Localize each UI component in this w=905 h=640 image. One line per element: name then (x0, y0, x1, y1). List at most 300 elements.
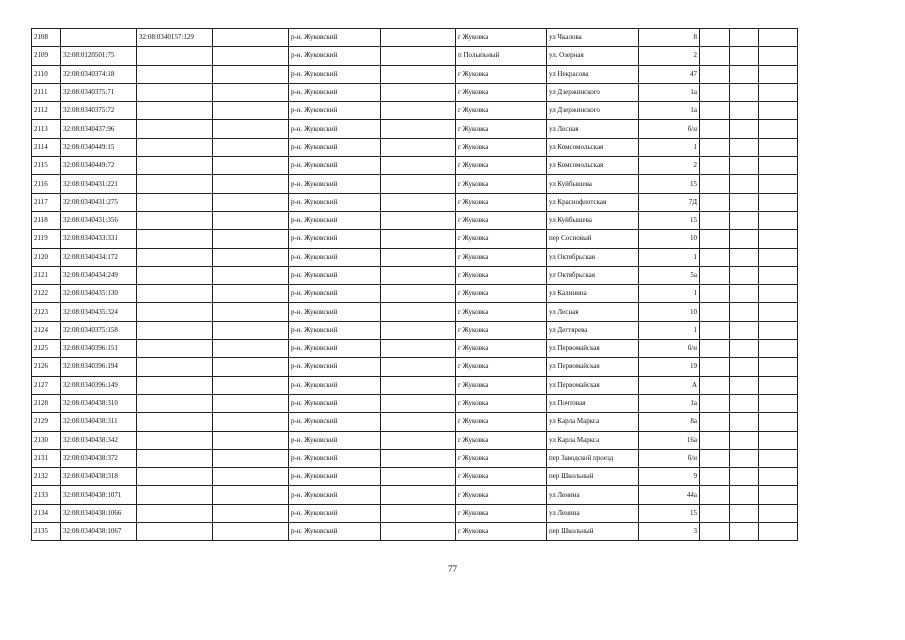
empty-cell (759, 358, 798, 376)
empty-cell (700, 285, 730, 303)
cadastral-number: 32:08:0340438:1067 (61, 523, 137, 541)
district: р-н. Жуковский (289, 175, 381, 193)
district: р-н. Жуковский (289, 321, 381, 339)
cadastral-number-alt (137, 486, 213, 504)
empty-cell (381, 47, 456, 65)
empty-cell (700, 468, 730, 486)
settlement: г Жуковка (456, 303, 547, 321)
empty-cell (700, 394, 730, 412)
row-number: 2133 (32, 486, 61, 504)
street: ул Краснофлотская (547, 193, 639, 211)
cadastral-number-alt (137, 358, 213, 376)
page-number: 77 (448, 564, 457, 574)
cadastral-number: 32:08:0340437:96 (61, 120, 137, 138)
district: р-н. Жуковский (289, 266, 381, 284)
settlement: г Жуковка (456, 340, 547, 358)
empty-cell (213, 486, 289, 504)
empty-cell (700, 120, 730, 138)
street: ул Комсомольская (547, 138, 639, 156)
district: р-н. Жуковский (289, 120, 381, 138)
street: ул Карла Маркса (547, 431, 639, 449)
empty-cell (730, 138, 759, 156)
empty-cell (759, 248, 798, 266)
empty-cell (759, 449, 798, 467)
row-number: 2123 (32, 303, 61, 321)
empty-cell (730, 29, 759, 47)
empty-cell (730, 376, 759, 394)
empty-cell (700, 321, 730, 339)
settlement: г Жуковка (456, 230, 547, 248)
street: ул Лесная (547, 303, 639, 321)
house-number: 9 (639, 468, 700, 486)
empty-cell (213, 394, 289, 412)
cadastral-number-alt (137, 468, 213, 486)
table-row (32, 321, 798, 339)
empty-cell (759, 523, 798, 541)
empty-cell (213, 321, 289, 339)
empty-cell (730, 157, 759, 175)
empty-cell (700, 486, 730, 504)
empty-cell (700, 83, 730, 101)
house-number: 47 (639, 65, 700, 83)
table-row (32, 266, 798, 284)
table-row (32, 248, 798, 266)
empty-cell (381, 175, 456, 193)
table-row (32, 211, 798, 229)
table-row (32, 157, 798, 175)
house-number: 1а (639, 394, 700, 412)
row-number: 2124 (32, 321, 61, 339)
settlement: г Жуковка (456, 486, 547, 504)
empty-cell (759, 83, 798, 101)
table-row (32, 29, 798, 47)
table-row (32, 175, 798, 193)
settlement: п Полыпьный (456, 47, 547, 65)
cadastral-number: 32:08:0340374:18 (61, 65, 137, 83)
cadastral-number: 32:08:0340375:71 (61, 83, 137, 101)
table-row (32, 193, 798, 211)
table-row (32, 486, 798, 504)
empty-cell (381, 102, 456, 120)
empty-cell (381, 376, 456, 394)
empty-cell (700, 376, 730, 394)
empty-cell (759, 157, 798, 175)
street: ул Дзержинского (547, 102, 639, 120)
settlement: г Жуковка (456, 285, 547, 303)
empty-cell (381, 413, 456, 431)
settlement: г Жуковка (456, 358, 547, 376)
empty-cell (213, 47, 289, 65)
street: ул Почтовая (547, 394, 639, 412)
empty-cell (381, 321, 456, 339)
empty-cell (730, 413, 759, 431)
row-number: 2108 (32, 29, 61, 47)
house-number: 15 (639, 211, 700, 229)
district: р-н. Жуковский (289, 230, 381, 248)
street: ул Ленина (547, 486, 639, 504)
empty-cell (730, 230, 759, 248)
empty-cell (759, 303, 798, 321)
table-row (32, 47, 798, 65)
empty-cell (730, 266, 759, 284)
empty-cell (700, 211, 730, 229)
row-number: 2118 (32, 211, 61, 229)
settlement: г Жуковка (456, 83, 547, 101)
empty-cell (700, 523, 730, 541)
empty-cell (759, 468, 798, 486)
empty-cell (213, 83, 289, 101)
street: ул Первомайская (547, 376, 639, 394)
district: р-н. Жуковский (289, 523, 381, 541)
table-row (32, 468, 798, 486)
empty-cell (700, 266, 730, 284)
empty-cell (759, 29, 798, 47)
empty-cell (759, 230, 798, 248)
settlement: г Жуковка (456, 175, 547, 193)
settlement: г Жуковка (456, 376, 547, 394)
cadastral-number: 32:08:0340434:172 (61, 248, 137, 266)
table-row (32, 413, 798, 431)
house-number: б/н (639, 340, 700, 358)
settlement: г Жуковка (456, 138, 547, 156)
table-row (32, 303, 798, 321)
street: пер Школьный (547, 523, 639, 541)
house-number: 15 (639, 175, 700, 193)
empty-cell (730, 449, 759, 467)
settlement: г Жуковка (456, 193, 547, 211)
empty-cell (759, 285, 798, 303)
district: р-н. Жуковский (289, 285, 381, 303)
empty-cell (213, 193, 289, 211)
house-number: 1 (639, 321, 700, 339)
empty-cell (213, 248, 289, 266)
empty-cell (730, 486, 759, 504)
district: р-н. Жуковский (289, 102, 381, 120)
cadastral-number: 32:08:0340438:372 (61, 449, 137, 467)
table-row (32, 394, 798, 412)
empty-cell (730, 504, 759, 522)
table-row (32, 523, 798, 541)
row-number: 2116 (32, 175, 61, 193)
empty-cell (700, 193, 730, 211)
table-row (32, 285, 798, 303)
empty-cell (700, 175, 730, 193)
row-number: 2109 (32, 47, 61, 65)
cadastral-number-alt (137, 138, 213, 156)
empty-cell (759, 120, 798, 138)
cadastral-number: 32:08:0340438:1071 (61, 486, 137, 504)
empty-cell (381, 468, 456, 486)
empty-cell (759, 47, 798, 65)
empty-cell (730, 523, 759, 541)
street: ул Куйбышева (547, 211, 639, 229)
house-number: 2 (639, 157, 700, 175)
street: ул Лесная (547, 120, 639, 138)
empty-cell (700, 138, 730, 156)
table-row (32, 358, 798, 376)
register-table (31, 28, 798, 541)
house-number: 5а (639, 266, 700, 284)
row-number: 2135 (32, 523, 61, 541)
empty-cell (381, 230, 456, 248)
house-number: 16а (639, 431, 700, 449)
empty-cell (730, 394, 759, 412)
empty-cell (730, 47, 759, 65)
district: р-н. Жуковский (289, 248, 381, 266)
cadastral-number-alt (137, 175, 213, 193)
street: ул Комсомольская (547, 157, 639, 175)
district: р-н. Жуковский (289, 376, 381, 394)
empty-cell (381, 523, 456, 541)
empty-cell (381, 120, 456, 138)
row-number: 2110 (32, 65, 61, 83)
cadastral-number-alt (137, 230, 213, 248)
district: р-н. Жуковский (289, 431, 381, 449)
empty-cell (381, 157, 456, 175)
settlement: г Жуковка (456, 157, 547, 175)
house-number: 1а (639, 102, 700, 120)
cadastral-number: 32:08:0340431:221 (61, 175, 137, 193)
empty-cell (213, 504, 289, 522)
empty-cell (213, 285, 289, 303)
empty-cell (213, 523, 289, 541)
cadastral-number-alt (137, 340, 213, 358)
row-number: 2120 (32, 248, 61, 266)
empty-cell (730, 285, 759, 303)
empty-cell (381, 449, 456, 467)
settlement: г Жуковка (456, 321, 547, 339)
empty-cell (213, 358, 289, 376)
cadastral-number: 32:08:0340375:158 (61, 321, 137, 339)
row-number: 2132 (32, 468, 61, 486)
cadastral-number-alt: 32:08:0340157:129 (137, 29, 213, 47)
empty-cell (759, 175, 798, 193)
empty-cell (381, 193, 456, 211)
district: р-н. Жуковский (289, 486, 381, 504)
district: р-н. Жуковский (289, 449, 381, 467)
street: ул Карла Маркса (547, 413, 639, 431)
cadastral-number: 32:08:0340438:342 (61, 431, 137, 449)
house-number: 7Д (639, 193, 700, 211)
cadastral-number-alt (137, 449, 213, 467)
district: р-н. Жуковский (289, 211, 381, 229)
district: р-н. Жуковский (289, 29, 381, 47)
row-number: 2121 (32, 266, 61, 284)
house-number: А (639, 376, 700, 394)
empty-cell (700, 303, 730, 321)
empty-cell (381, 83, 456, 101)
house-number: 10 (639, 303, 700, 321)
cadastral-number-alt (137, 266, 213, 284)
empty-cell (759, 193, 798, 211)
district: р-н. Жуковский (289, 138, 381, 156)
empty-cell (730, 120, 759, 138)
empty-cell (213, 120, 289, 138)
row-number: 2131 (32, 449, 61, 467)
empty-cell (213, 102, 289, 120)
cadastral-number-alt (137, 120, 213, 138)
house-number: 8а (639, 413, 700, 431)
empty-cell (759, 486, 798, 504)
house-number: 1 (639, 138, 700, 156)
empty-cell (213, 303, 289, 321)
empty-cell (730, 175, 759, 193)
house-number: 44а (639, 486, 700, 504)
empty-cell (730, 65, 759, 83)
street: ул Калинина (547, 285, 639, 303)
cadastral-number: 32:08:0340435:324 (61, 303, 137, 321)
empty-cell (759, 376, 798, 394)
street: ул Октябрьская (547, 248, 639, 266)
row-number: 2112 (32, 102, 61, 120)
street: ул Первомайская (547, 358, 639, 376)
settlement: г Жуковка (456, 211, 547, 229)
cadastral-number: 32:08:0340435:130 (61, 285, 137, 303)
settlement: г Жуковка (456, 468, 547, 486)
settlement: г Жуковка (456, 394, 547, 412)
settlement: г Жуковка (456, 120, 547, 138)
street: ул Дзержинского (547, 83, 639, 101)
street: ул Дегтярева (547, 321, 639, 339)
cadastral-number: 32:08:0340438:318 (61, 468, 137, 486)
empty-cell (730, 468, 759, 486)
empty-cell (700, 504, 730, 522)
cadastral-number-alt (137, 376, 213, 394)
empty-cell (700, 431, 730, 449)
empty-cell (730, 340, 759, 358)
cadastral-number: 32:08:0340438:311 (61, 413, 137, 431)
district: р-н. Жуковский (289, 413, 381, 431)
table-row (32, 83, 798, 101)
cadastral-number-alt (137, 394, 213, 412)
table-row (32, 449, 798, 467)
street: ул Ленина (547, 504, 639, 522)
row-number: 2134 (32, 504, 61, 522)
empty-cell (381, 248, 456, 266)
table-row (32, 340, 798, 358)
street: пер Школьный (547, 468, 639, 486)
row-number: 2113 (32, 120, 61, 138)
cadastral-number-alt (137, 47, 213, 65)
house-number: б/н (639, 120, 700, 138)
row-number: 2125 (32, 340, 61, 358)
empty-cell (381, 394, 456, 412)
house-number: 2 (639, 47, 700, 65)
cadastral-number: 32:08:0340449:72 (61, 157, 137, 175)
cadastral-number: 32:08:0340434:249 (61, 266, 137, 284)
table-row (32, 431, 798, 449)
empty-cell (213, 413, 289, 431)
empty-cell (381, 504, 456, 522)
cadastral-number-alt (137, 157, 213, 175)
empty-cell (381, 431, 456, 449)
empty-cell (730, 193, 759, 211)
cadastral-number-alt (137, 248, 213, 266)
empty-cell (381, 340, 456, 358)
row-number: 2127 (32, 376, 61, 394)
cadastral-number: 32:08:0340431:275 (61, 193, 137, 211)
district: р-н. Жуковский (289, 504, 381, 522)
cadastral-number-alt (137, 303, 213, 321)
row-number: 2111 (32, 83, 61, 101)
empty-cell (730, 248, 759, 266)
empty-cell (730, 321, 759, 339)
table-row (32, 504, 798, 522)
empty-cell (759, 102, 798, 120)
cadastral-number-alt (137, 211, 213, 229)
row-number: 2130 (32, 431, 61, 449)
empty-cell (381, 29, 456, 47)
district: р-н. Жуковский (289, 65, 381, 83)
settlement: г Жуковка (456, 266, 547, 284)
district: р-н. Жуковский (289, 157, 381, 175)
empty-cell (759, 431, 798, 449)
empty-cell (213, 211, 289, 229)
row-number: 2114 (32, 138, 61, 156)
cadastral-number: 32:08:0340438:310 (61, 394, 137, 412)
cadastral-number (61, 29, 137, 47)
empty-cell (213, 157, 289, 175)
cadastral-number-alt (137, 102, 213, 120)
house-number: 1а (639, 83, 700, 101)
district: р-н. Жуковский (289, 47, 381, 65)
empty-cell (759, 413, 798, 431)
settlement: г Жуковка (456, 102, 547, 120)
street: ул. Озерная (547, 47, 639, 65)
cadastral-number: 32:08:0340449:15 (61, 138, 137, 156)
cadastral-number-alt (137, 83, 213, 101)
empty-cell (730, 358, 759, 376)
house-number: 8 (639, 29, 700, 47)
empty-cell (213, 449, 289, 467)
empty-cell (213, 266, 289, 284)
cadastral-number: 32:08:0340431:356 (61, 211, 137, 229)
cadastral-number-alt (137, 193, 213, 211)
empty-cell (759, 65, 798, 83)
empty-cell (213, 65, 289, 83)
row-number: 2117 (32, 193, 61, 211)
empty-cell (759, 340, 798, 358)
cadastral-number-alt (137, 65, 213, 83)
empty-cell (700, 340, 730, 358)
empty-cell (759, 266, 798, 284)
district: р-н. Жуковский (289, 394, 381, 412)
empty-cell (759, 138, 798, 156)
empty-cell (381, 266, 456, 284)
empty-cell (381, 358, 456, 376)
cadastral-number: 32:08:0340396:194 (61, 358, 137, 376)
cadastral-number-alt (137, 321, 213, 339)
empty-cell (213, 340, 289, 358)
empty-cell (381, 285, 456, 303)
cadastral-number-alt (137, 504, 213, 522)
empty-cell (700, 230, 730, 248)
empty-cell (759, 321, 798, 339)
row-number: 2115 (32, 157, 61, 175)
empty-cell (381, 138, 456, 156)
district: р-н. Жуковский (289, 193, 381, 211)
cadastral-number: 32:08:0340433:331 (61, 230, 137, 248)
empty-cell (213, 468, 289, 486)
house-number: 10 (639, 230, 700, 248)
empty-cell (213, 29, 289, 47)
house-number: 1 (639, 285, 700, 303)
cadastral-number: 32:08:0340375:72 (61, 102, 137, 120)
district: р-н. Жуковский (289, 340, 381, 358)
cadastral-number: 32:08:0340396:151 (61, 340, 137, 358)
empty-cell (381, 486, 456, 504)
street: пер Заводской проезд (547, 449, 639, 467)
